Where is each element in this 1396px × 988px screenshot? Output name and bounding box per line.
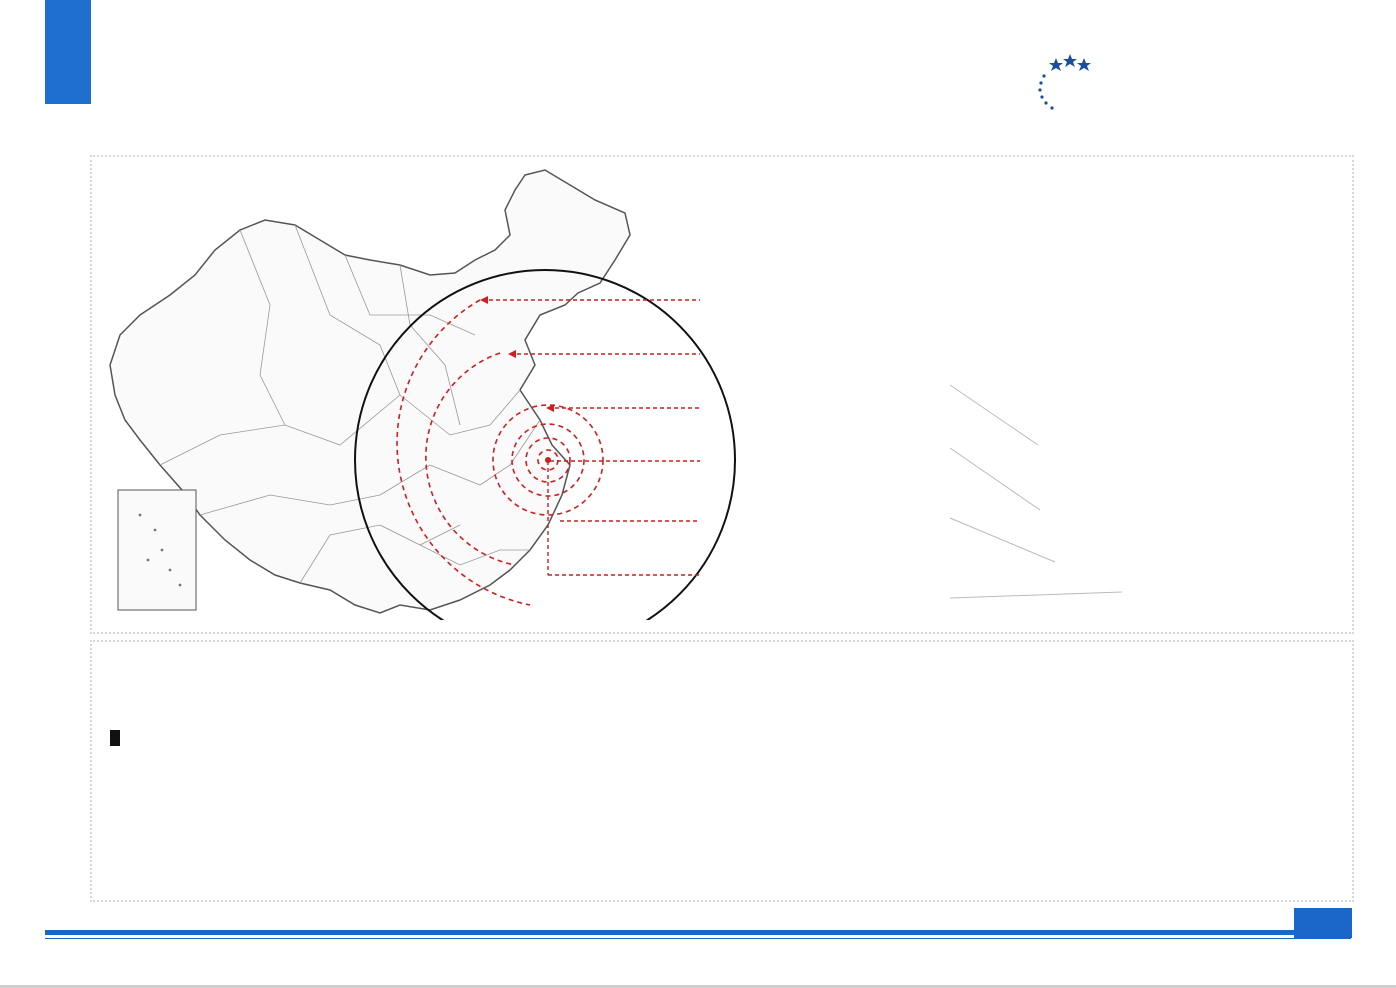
south-sea-inset — [118, 490, 196, 610]
source-map — [100, 165, 800, 620]
page-number — [1294, 908, 1352, 938]
logo — [1034, 50, 1354, 114]
donut-chart-province — [770, 660, 940, 830]
logo-emblem-icon — [1034, 50, 1104, 114]
leader-line — [950, 385, 1038, 445]
province-bullet-list — [108, 718, 748, 724]
leader-line — [950, 448, 1040, 510]
donut-chart-city — [958, 660, 1128, 830]
title-accent-bar — [45, 0, 91, 104]
footer-line — [45, 930, 1351, 935]
distance-pie-chart — [860, 330, 1310, 620]
leader-line — [950, 592, 1122, 598]
leader-line — [950, 518, 1055, 562]
footer-thin-line — [45, 938, 1351, 939]
donut-chart-combined — [1146, 660, 1316, 830]
